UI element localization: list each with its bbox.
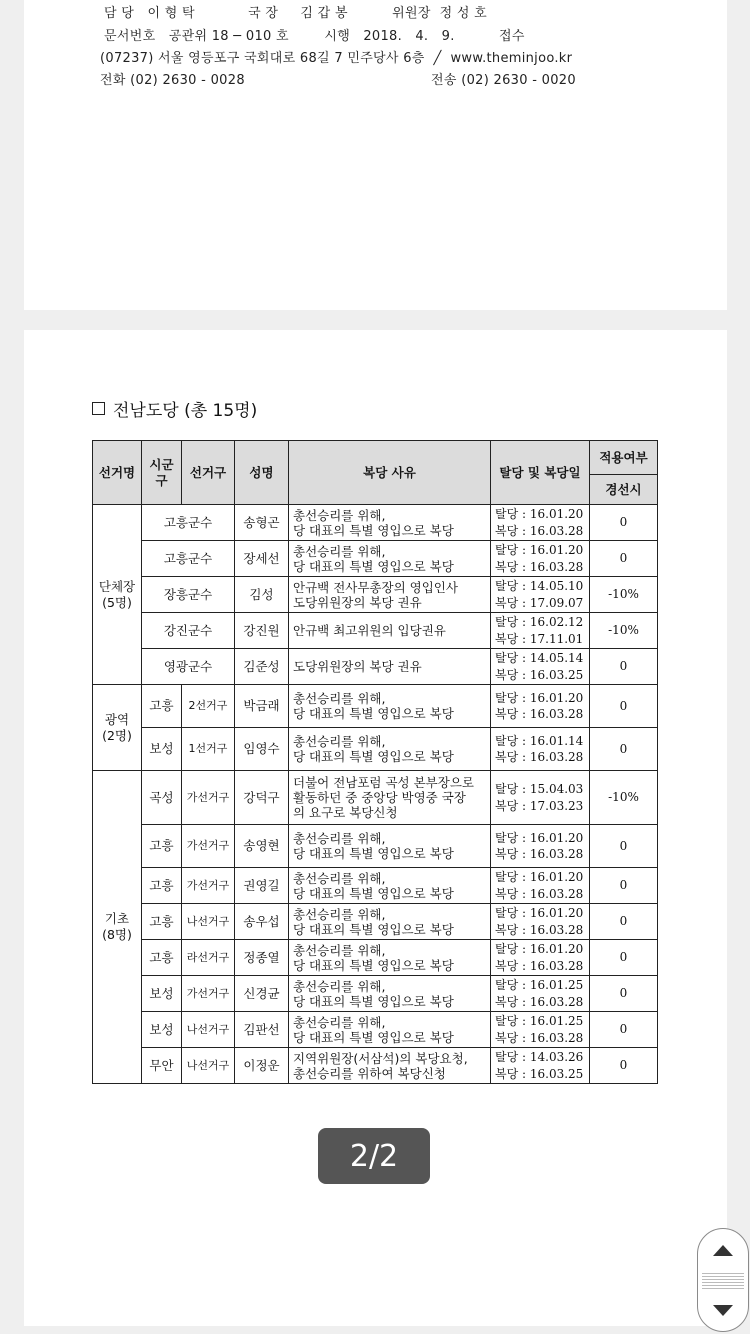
region-cell: 고흥 bbox=[142, 685, 182, 728]
apply-cell: 0 bbox=[590, 940, 658, 976]
table-row bbox=[93, 868, 658, 904]
dates-cell: 탈당 : 15.04.03 복당 : 17.03.23 bbox=[491, 771, 590, 825]
table-row bbox=[93, 1048, 658, 1084]
scroll-grip[interactable] bbox=[702, 1271, 744, 1291]
section-title: 전남도당 (총 15명) bbox=[113, 401, 258, 421]
name-cell: 김준성 bbox=[235, 649, 289, 685]
reason-cell: 총선승리를 위해, 당 대표의 특별 영입으로 복당 bbox=[289, 685, 491, 728]
name-cell: 박금래 bbox=[235, 685, 289, 728]
apply-cell: 0 bbox=[590, 1012, 658, 1048]
header-dates: 탈당 및 복당일 bbox=[491, 441, 590, 505]
dates-cell: 탈당 : 16.02.12 복당 : 17.11.01 bbox=[491, 613, 590, 649]
section-heading bbox=[92, 396, 257, 421]
dates-cell: 탈당 : 16.01.20 복당 : 16.03.28 bbox=[491, 868, 590, 904]
header-apply-sub: 경선시 bbox=[590, 475, 658, 505]
district-cell: 나선거구 bbox=[182, 1048, 235, 1084]
apply-cell: -10% bbox=[590, 577, 658, 613]
dates-cell: 탈당 : 16.01.25 복당 : 16.03.28 bbox=[491, 976, 590, 1012]
scroll-control[interactable] bbox=[697, 1228, 749, 1332]
district-cell: 나선거구 bbox=[182, 1012, 235, 1048]
dates-cell: 탈당 : 16.01.20 복당 : 16.03.28 bbox=[491, 825, 590, 868]
name-cell: 신경균 bbox=[235, 976, 289, 1012]
district-cell: 가선거구 bbox=[182, 771, 235, 825]
region-cell: 강진군수 bbox=[142, 613, 235, 649]
header-name: 성명 bbox=[235, 441, 289, 505]
district-cell: 가선거구 bbox=[182, 976, 235, 1012]
apply-cell: 0 bbox=[590, 541, 658, 577]
reason-cell: 더불어 전남포럼 곡성 본부장으로 활동하던 중 중앙당 박영중 국장 의 요구로 복당신청 bbox=[289, 771, 491, 825]
region-cell: 무안 bbox=[142, 1048, 182, 1084]
apply-cell: 0 bbox=[590, 685, 658, 728]
region-cell: 고흥군수 bbox=[142, 505, 235, 541]
letterhead-phone-line: 전화 (02) 2630 - 0028 전송 (02) 2630 - 0020 bbox=[100, 73, 576, 88]
reason-cell: 도당위원장의 복당 권유 bbox=[289, 649, 491, 685]
header-reason: 복당 사유 bbox=[289, 441, 491, 505]
reason-cell: 안규백 최고위원의 입당권유 bbox=[289, 613, 491, 649]
region-cell: 영광군수 bbox=[142, 649, 235, 685]
table-row bbox=[93, 825, 658, 868]
name-cell: 임영수 bbox=[235, 728, 289, 771]
name-cell: 김성 bbox=[235, 577, 289, 613]
reason-cell: 총선승리를 위해, 당 대표의 특별 영입으로 복당 bbox=[289, 904, 491, 940]
apply-cell: 0 bbox=[590, 1048, 658, 1084]
name-cell: 강덕구 bbox=[235, 771, 289, 825]
dates-cell: 탈당 : 16.01.20 복당 : 16.03.28 bbox=[491, 904, 590, 940]
apply-cell: 0 bbox=[590, 649, 658, 685]
name-cell: 송영현 bbox=[235, 825, 289, 868]
triangle-up-icon bbox=[713, 1245, 733, 1256]
table-row bbox=[93, 728, 658, 771]
table-row bbox=[93, 771, 658, 825]
group-label: 단체장 (5명) bbox=[93, 505, 142, 685]
reason-cell: 총선승리를 위해, 당 대표의 특별 영입으로 복당 bbox=[289, 940, 491, 976]
table-row bbox=[93, 1012, 658, 1048]
reason-cell: 총선승리를 위해, 당 대표의 특별 영입으로 복당 bbox=[289, 976, 491, 1012]
reason-cell: 총선승리를 위해, 당 대표의 특별 영입으로 복당 bbox=[289, 825, 491, 868]
table-row bbox=[93, 649, 658, 685]
apply-cell: -10% bbox=[590, 771, 658, 825]
dates-cell: 탈당 : 14.05.10 복당 : 17.09.07 bbox=[491, 577, 590, 613]
name-cell: 송형곤 bbox=[235, 505, 289, 541]
scroll-down-button[interactable] bbox=[698, 1289, 748, 1331]
district-cell: 1선거구 bbox=[182, 728, 235, 771]
table-row bbox=[93, 976, 658, 1012]
square-bullet-icon bbox=[92, 402, 105, 415]
region-cell: 고흥 bbox=[142, 940, 182, 976]
scroll-up-button[interactable] bbox=[698, 1229, 748, 1271]
name-cell: 송우섭 bbox=[235, 904, 289, 940]
district-cell: 나선거구 bbox=[182, 904, 235, 940]
header-region: 시군구 bbox=[142, 441, 182, 505]
triangle-down-icon bbox=[713, 1305, 733, 1316]
reason-cell: 총선승리를 위해, 당 대표의 특별 영입으로 복당 bbox=[289, 505, 491, 541]
table-row bbox=[93, 940, 658, 976]
dates-cell: 탈당 : 16.01.20 복당 : 16.03.28 bbox=[491, 541, 590, 577]
apply-cell: 0 bbox=[590, 904, 658, 940]
name-cell: 이정운 bbox=[235, 1048, 289, 1084]
table-row bbox=[93, 541, 658, 577]
region-cell: 보성 bbox=[142, 728, 182, 771]
table-row bbox=[93, 505, 658, 541]
name-cell: 권영길 bbox=[235, 868, 289, 904]
letterhead-staff-line: 담 당 이 형 탁 국 장 김 갑 봉 위원장 정 성 호 bbox=[104, 6, 488, 21]
dates-cell: 탈당 : 16.01.20 복당 : 16.03.28 bbox=[491, 685, 590, 728]
table-row bbox=[93, 577, 658, 613]
name-cell: 강진원 bbox=[235, 613, 289, 649]
reason-cell: 총선승리를 위해, 당 대표의 특별 영입으로 복당 bbox=[289, 1012, 491, 1048]
name-cell: 장세선 bbox=[235, 541, 289, 577]
region-cell: 고흥군수 bbox=[142, 541, 235, 577]
apply-cell: 0 bbox=[590, 728, 658, 771]
letterhead-address-line: (07237) 서울 영등포구 국회대로 68길 7 민주당사 6층 ╱ www.theminjoo.kr bbox=[100, 51, 573, 66]
name-cell: 정종열 bbox=[235, 940, 289, 976]
region-cell: 곡성 bbox=[142, 771, 182, 825]
apply-cell: 0 bbox=[590, 868, 658, 904]
dates-cell: 탈당 : 16.01.25 복당 : 16.03.28 bbox=[491, 1012, 590, 1048]
rejoin-members-table bbox=[92, 440, 658, 1084]
header-district: 선거구 bbox=[182, 441, 235, 505]
document-page-1 bbox=[24, 0, 727, 310]
reason-cell: 지역위원장(서삼석)의 복당요청, 총선승리를 위하여 복당신청 bbox=[289, 1048, 491, 1084]
apply-cell: -10% bbox=[590, 613, 658, 649]
district-cell: 가선거구 bbox=[182, 825, 235, 868]
district-cell: 라선거구 bbox=[182, 940, 235, 976]
region-cell: 고흥 bbox=[142, 868, 182, 904]
apply-cell: 0 bbox=[590, 825, 658, 868]
table-row bbox=[93, 904, 658, 940]
region-cell: 장흥군수 bbox=[142, 577, 235, 613]
apply-cell: 0 bbox=[590, 976, 658, 1012]
header-apply: 적용여부 bbox=[590, 441, 658, 475]
group-label: 광역 (2명) bbox=[93, 685, 142, 771]
district-cell: 가선거구 bbox=[182, 868, 235, 904]
dates-cell: 탈당 : 14.05.14 복당 : 16.03.25 bbox=[491, 649, 590, 685]
reason-cell: 총선승리를 위해, 당 대표의 특별 영입으로 복당 bbox=[289, 868, 491, 904]
region-cell: 고흥 bbox=[142, 904, 182, 940]
header-election: 선거명 bbox=[93, 441, 142, 505]
table-row bbox=[93, 685, 658, 728]
reason-cell: 총선승리를 위해, 당 대표의 특별 영입으로 복당 bbox=[289, 728, 491, 771]
dates-cell: 탈당 : 14.03.26 복당 : 16.03.25 bbox=[491, 1048, 590, 1084]
region-cell: 보성 bbox=[142, 976, 182, 1012]
reason-cell: 총선승리를 위해, 당 대표의 특별 영입으로 복당 bbox=[289, 541, 491, 577]
page-indicator: 2/2 bbox=[318, 1128, 430, 1184]
letterhead-doc-number-line: 문서번호 공관위 18 ─ 010 호 시행 2018. 4. 9. 접수 bbox=[104, 29, 525, 44]
district-cell: 2선거구 bbox=[182, 685, 235, 728]
name-cell: 김판선 bbox=[235, 1012, 289, 1048]
dates-cell: 탈당 : 16.01.20 복당 : 16.03.28 bbox=[491, 940, 590, 976]
region-cell: 보성 bbox=[142, 1012, 182, 1048]
table-row bbox=[93, 613, 658, 649]
dates-cell: 탈당 : 16.01.14 복당 : 16.03.28 bbox=[491, 728, 590, 771]
group-label: 기초 (8명) bbox=[93, 771, 142, 1084]
apply-cell: 0 bbox=[590, 505, 658, 541]
reason-cell: 안규백 전사무총장의 영입인사 도당위원장의 복당 권유 bbox=[289, 577, 491, 613]
dates-cell: 탈당 : 16.01.20 복당 : 16.03.28 bbox=[491, 505, 590, 541]
region-cell: 고흥 bbox=[142, 825, 182, 868]
